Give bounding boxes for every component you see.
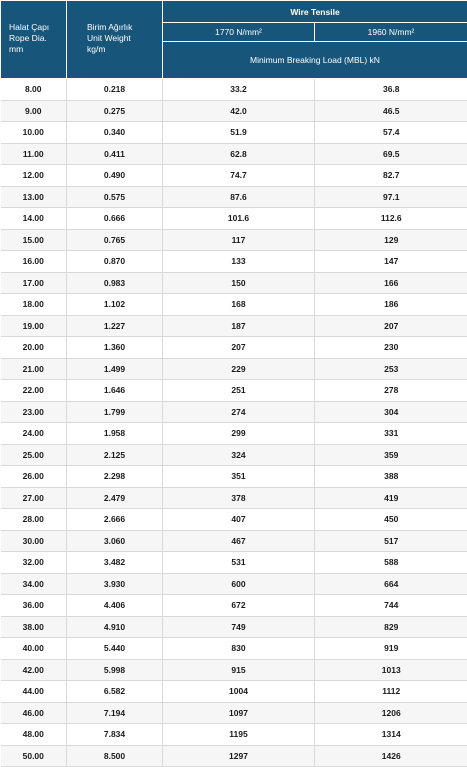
unit-weight-cell: 4.910 <box>67 616 163 638</box>
rope-dia-cell: 18.00 <box>1 294 67 316</box>
table-row <box>1 122 467 144</box>
mbl-1960-cell: 147 <box>315 251 467 273</box>
table-row <box>1 79 467 101</box>
rope-dia-cell: 32.00 <box>1 552 67 574</box>
mbl-1770-cell: 1195 <box>163 724 315 746</box>
mbl-1770-cell: 749 <box>163 616 315 638</box>
table-row <box>1 251 467 273</box>
unit-weight-cell: 0.411 <box>67 143 163 165</box>
table-row <box>1 143 467 165</box>
rope-dia-header-line: Rope Dia. <box>9 33 66 44</box>
rope-dia-cell: 44.00 <box>1 681 67 703</box>
mbl-1770-cell: 251 <box>163 380 315 402</box>
table-row <box>1 702 467 724</box>
mbl-1960-cell: 304 <box>315 401 467 423</box>
unit-weight-cell: 2.125 <box>67 444 163 466</box>
mbl-1770-cell: 600 <box>163 573 315 595</box>
rope-dia-cell: 16.00 <box>1 251 67 273</box>
grade-1960-header: 1960 N/mm² <box>315 23 467 42</box>
mbl-1960-cell: 359 <box>315 444 467 466</box>
mbl-1770-cell: 74.7 <box>163 165 315 187</box>
table-row <box>1 724 467 746</box>
unit-weight-header-line: Unit Weight <box>87 33 162 44</box>
unit-weight-cell: 1.227 <box>67 315 163 337</box>
unit-weight-cell: 0.983 <box>67 272 163 294</box>
mbl-header: Minimum Breaking Load (MBL) kN <box>163 42 467 79</box>
unit-weight-cell: 0.765 <box>67 229 163 251</box>
table-row <box>1 573 467 595</box>
mbl-1770-cell: 207 <box>163 337 315 359</box>
unit-weight-cell: 3.060 <box>67 530 163 552</box>
mbl-1770-cell: 51.9 <box>163 122 315 144</box>
table-row <box>1 616 467 638</box>
table-row <box>1 487 467 509</box>
unit-weight-cell: 1.499 <box>67 358 163 380</box>
mbl-1770-cell: 672 <box>163 595 315 617</box>
mbl-1960-cell: 588 <box>315 552 467 574</box>
rope-dia-cell: 19.00 <box>1 315 67 337</box>
rope-dia-cell: 8.00 <box>1 79 67 101</box>
table-row <box>1 186 467 208</box>
rope-dia-header-line: mm <box>9 44 66 55</box>
table-row <box>1 466 467 488</box>
table-row <box>1 638 467 660</box>
table-row <box>1 745 467 767</box>
table-row <box>1 380 467 402</box>
unit-weight-header-line: Birim Ağırlık <box>87 22 162 33</box>
wire-tensile-header: Wire Tensile <box>163 1 467 23</box>
unit-weight-cell: 1.958 <box>67 423 163 445</box>
mbl-1770-cell: 187 <box>163 315 315 337</box>
mbl-1960-cell: 388 <box>315 466 467 488</box>
mbl-1770-cell: 830 <box>163 638 315 660</box>
rope-dia-cell: 9.00 <box>1 100 67 122</box>
grade-1770-header: 1770 N/mm² <box>163 23 315 42</box>
mbl-1770-cell: 1004 <box>163 681 315 703</box>
mbl-1770-cell: 915 <box>163 659 315 681</box>
mbl-1960-cell: 517 <box>315 530 467 552</box>
mbl-1960-cell: 1013 <box>315 659 467 681</box>
unit-weight-cell: 1.102 <box>67 294 163 316</box>
unit-weight-cell: 7.194 <box>67 702 163 724</box>
mbl-1960-cell: 1206 <box>315 702 467 724</box>
table-body <box>1 79 467 767</box>
mbl-1770-cell: 42.0 <box>163 100 315 122</box>
rope-dia-header <box>1 1 67 79</box>
rope-dia-cell: 27.00 <box>1 487 67 509</box>
mbl-1770-cell: 324 <box>163 444 315 466</box>
rope-dia-cell: 10.00 <box>1 122 67 144</box>
unit-weight-cell: 7.834 <box>67 724 163 746</box>
mbl-1770-cell: 351 <box>163 466 315 488</box>
rope-dia-cell: 28.00 <box>1 509 67 531</box>
rope-dia-cell: 40.00 <box>1 638 67 660</box>
unit-weight-cell: 0.575 <box>67 186 163 208</box>
mbl-1770-cell: 407 <box>163 509 315 531</box>
mbl-1770-cell: 133 <box>163 251 315 273</box>
mbl-1960-cell: 166 <box>315 272 467 294</box>
mbl-1960-cell: 419 <box>315 487 467 509</box>
unit-weight-cell: 2.666 <box>67 509 163 531</box>
table-row <box>1 659 467 681</box>
unit-weight-cell: 3.482 <box>67 552 163 574</box>
table-row <box>1 100 467 122</box>
mbl-1960-cell: 450 <box>315 509 467 531</box>
mbl-1770-cell: 1297 <box>163 745 315 767</box>
mbl-1960-cell: 829 <box>315 616 467 638</box>
table-row <box>1 337 467 359</box>
rope-dia-cell: 15.00 <box>1 229 67 251</box>
mbl-1770-cell: 33.2 <box>163 79 315 101</box>
table-row <box>1 552 467 574</box>
unit-weight-cell: 4.406 <box>67 595 163 617</box>
rope-dia-cell: 25.00 <box>1 444 67 466</box>
rope-dia-cell: 48.00 <box>1 724 67 746</box>
mbl-1960-cell: 664 <box>315 573 467 595</box>
table-row <box>1 229 467 251</box>
mbl-1770-cell: 168 <box>163 294 315 316</box>
unit-weight-cell: 1.360 <box>67 337 163 359</box>
rope-dia-cell: 42.00 <box>1 659 67 681</box>
mbl-1960-cell: 1112 <box>315 681 467 703</box>
mbl-1770-cell: 299 <box>163 423 315 445</box>
unit-weight-cell: 0.218 <box>67 79 163 101</box>
rope-dia-cell: 12.00 <box>1 165 67 187</box>
rope-dia-cell: 24.00 <box>1 423 67 445</box>
mbl-1960-cell: 69.5 <box>315 143 467 165</box>
mbl-1770-cell: 378 <box>163 487 315 509</box>
rope-dia-cell: 50.00 <box>1 745 67 767</box>
mbl-1960-cell: 919 <box>315 638 467 660</box>
unit-weight-cell: 1.799 <box>67 401 163 423</box>
unit-weight-cell: 8.500 <box>67 745 163 767</box>
mbl-1770-cell: 531 <box>163 552 315 574</box>
table-row <box>1 358 467 380</box>
table-row <box>1 294 467 316</box>
mbl-1960-cell: 253 <box>315 358 467 380</box>
mbl-1770-cell: 1097 <box>163 702 315 724</box>
rope-dia-cell: 13.00 <box>1 186 67 208</box>
mbl-1960-cell: 129 <box>315 229 467 251</box>
table-header <box>1 1 467 79</box>
table-row <box>1 595 467 617</box>
unit-weight-cell: 2.479 <box>67 487 163 509</box>
table-row <box>1 165 467 187</box>
mbl-1960-cell: 207 <box>315 315 467 337</box>
rope-dia-cell: 36.00 <box>1 595 67 617</box>
mbl-1960-cell: 112.6 <box>315 208 467 230</box>
mbl-1960-cell: 36.8 <box>315 79 467 101</box>
table-row <box>1 272 467 294</box>
mbl-1960-cell: 1314 <box>315 724 467 746</box>
unit-weight-cell: 1.646 <box>67 380 163 402</box>
rope-dia-cell: 17.00 <box>1 272 67 294</box>
table-row <box>1 509 467 531</box>
unit-weight-cell: 5.440 <box>67 638 163 660</box>
mbl-1770-cell: 117 <box>163 229 315 251</box>
rope-dia-cell: 14.00 <box>1 208 67 230</box>
mbl-1960-cell: 744 <box>315 595 467 617</box>
table-row <box>1 401 467 423</box>
unit-weight-cell: 2.298 <box>67 466 163 488</box>
rope-dia-header-line: Halat Çapı <box>9 22 66 33</box>
table-row <box>1 208 467 230</box>
table-row <box>1 681 467 703</box>
unit-weight-cell: 0.275 <box>67 100 163 122</box>
rope-dia-cell: 21.00 <box>1 358 67 380</box>
mbl-1960-cell: 46.5 <box>315 100 467 122</box>
unit-weight-cell: 0.340 <box>67 122 163 144</box>
rope-dia-cell: 23.00 <box>1 401 67 423</box>
table-row <box>1 444 467 466</box>
mbl-1960-cell: 230 <box>315 337 467 359</box>
rope-dia-cell: 38.00 <box>1 616 67 638</box>
unit-weight-cell: 5.998 <box>67 659 163 681</box>
unit-weight-cell: 3.930 <box>67 573 163 595</box>
rope-dia-cell: 26.00 <box>1 466 67 488</box>
unit-weight-header-line: kg/m <box>87 44 162 55</box>
mbl-1960-cell: 278 <box>315 380 467 402</box>
mbl-1960-cell: 1426 <box>315 745 467 767</box>
mbl-1960-cell: 82.7 <box>315 165 467 187</box>
table-row <box>1 423 467 445</box>
unit-weight-header <box>67 1 163 79</box>
mbl-1770-cell: 467 <box>163 530 315 552</box>
mbl-1960-cell: 97.1 <box>315 186 467 208</box>
mbl-1770-cell: 62.8 <box>163 143 315 165</box>
unit-weight-cell: 6.582 <box>67 681 163 703</box>
unit-weight-cell: 0.870 <box>67 251 163 273</box>
mbl-1960-cell: 57.4 <box>315 122 467 144</box>
table-row <box>1 315 467 337</box>
rope-dia-cell: 20.00 <box>1 337 67 359</box>
mbl-1960-cell: 186 <box>315 294 467 316</box>
rope-dia-cell: 30.00 <box>1 530 67 552</box>
unit-weight-cell: 0.666 <box>67 208 163 230</box>
unit-weight-cell: 0.490 <box>67 165 163 187</box>
rope-dia-cell: 46.00 <box>1 702 67 724</box>
mbl-1770-cell: 87.6 <box>163 186 315 208</box>
rope-dia-cell: 22.00 <box>1 380 67 402</box>
mbl-1770-cell: 150 <box>163 272 315 294</box>
mbl-1770-cell: 274 <box>163 401 315 423</box>
mbl-1770-cell: 229 <box>163 358 315 380</box>
mbl-1960-cell: 331 <box>315 423 467 445</box>
rope-dia-cell: 11.00 <box>1 143 67 165</box>
table-row <box>1 530 467 552</box>
rope-dia-cell: 34.00 <box>1 573 67 595</box>
mbl-1770-cell: 101.6 <box>163 208 315 230</box>
